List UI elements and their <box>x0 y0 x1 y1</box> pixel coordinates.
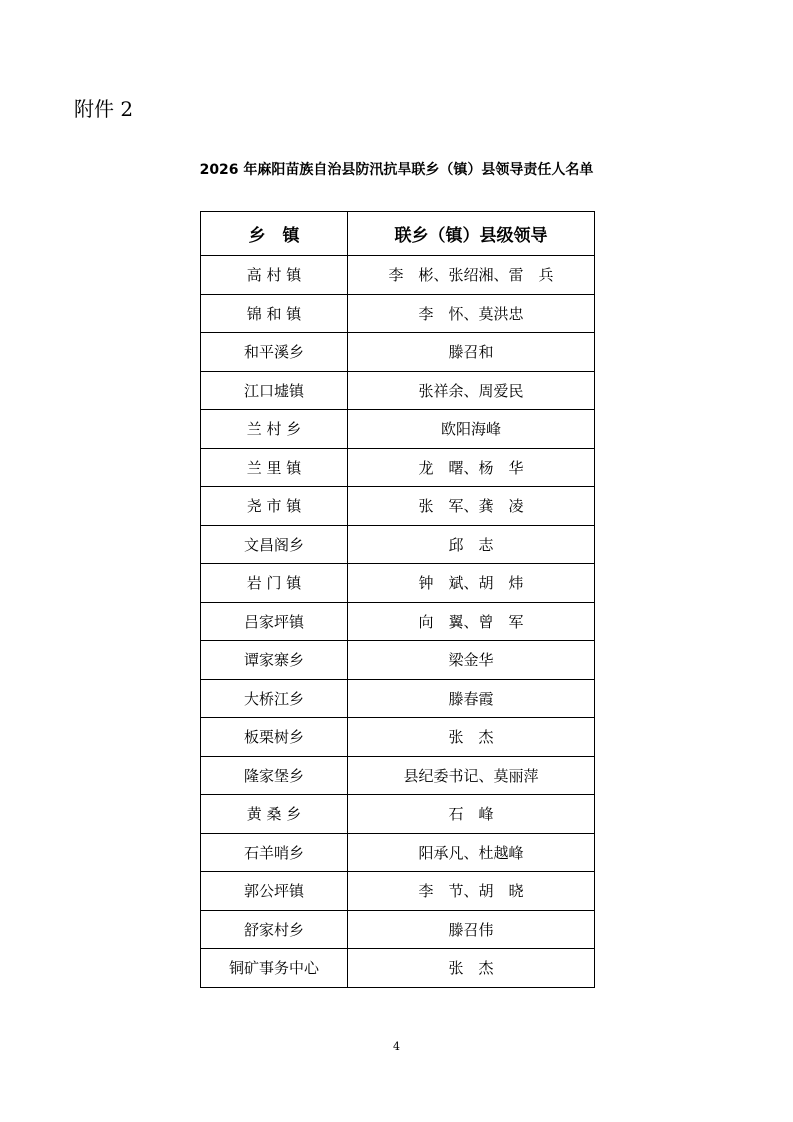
leaders-cell: 张 杰 <box>348 718 595 757</box>
leaders-cell: 欧阳海峰 <box>348 410 595 449</box>
leaders-cell: 滕召伟 <box>348 910 595 949</box>
table-row <box>201 448 595 487</box>
table-row <box>201 410 595 449</box>
table-row <box>201 756 595 795</box>
town-cell: 江口墟镇 <box>201 371 348 410</box>
table-row <box>201 795 595 834</box>
town-cell: 高 村 镇 <box>201 256 348 295</box>
town-cell: 尧 市 镇 <box>201 487 348 526</box>
table-row <box>201 718 595 757</box>
table-row <box>201 602 595 641</box>
leaders-cell: 邱 志 <box>348 525 595 564</box>
leaders-cell: 张 军、龚 凌 <box>348 487 595 526</box>
leaders-cell: 阳承凡、杜越峰 <box>348 833 595 872</box>
town-cell: 铜矿事务中心 <box>201 949 348 988</box>
table-header-row <box>201 212 595 256</box>
header-leaders: 联乡（镇）县级领导 <box>348 212 595 256</box>
table-row <box>201 256 595 295</box>
leaders-cell: 滕春霞 <box>348 679 595 718</box>
attachment-label: 附件 2 <box>74 97 134 121</box>
town-cell: 黄 桑 乡 <box>201 795 348 834</box>
town-cell: 锦 和 镇 <box>201 294 348 333</box>
table-row <box>201 679 595 718</box>
town-cell: 郭公坪镇 <box>201 872 348 911</box>
leaders-cell: 李 彬、张绍湘、雷 兵 <box>348 256 595 295</box>
town-cell: 板栗树乡 <box>201 718 348 757</box>
town-cell: 吕家坪镇 <box>201 602 348 641</box>
leaders-cell: 石 峰 <box>348 795 595 834</box>
town-cell: 文昌阁乡 <box>201 525 348 564</box>
leaders-cell: 李 节、胡 晓 <box>348 872 595 911</box>
document-title: 2026 年麻阳苗族自治县防汛抗旱联乡（镇）县领导责任人名单 <box>199 162 594 178</box>
table-row <box>201 371 595 410</box>
leaders-table <box>200 211 595 988</box>
leaders-cell: 滕召和 <box>348 333 595 372</box>
leaders-cell: 县纪委书记、莫丽萍 <box>348 756 595 795</box>
leaders-cell: 张 杰 <box>348 949 595 988</box>
table-row <box>201 949 595 988</box>
page-number: 4 <box>393 1040 400 1053</box>
town-cell: 岩 门 镇 <box>201 564 348 603</box>
town-cell: 石羊哨乡 <box>201 833 348 872</box>
leaders-cell: 张祥余、周爱民 <box>348 371 595 410</box>
town-cell: 隆家堡乡 <box>201 756 348 795</box>
leaders-cell: 龙 曙、杨 华 <box>348 448 595 487</box>
table-row <box>201 564 595 603</box>
table-row <box>201 872 595 911</box>
header-town: 乡 镇 <box>201 212 348 256</box>
town-cell: 谭家寨乡 <box>201 641 348 680</box>
leaders-cell: 钟 斌、胡 炜 <box>348 564 595 603</box>
table-row <box>201 910 595 949</box>
table-row <box>201 487 595 526</box>
table-row <box>201 525 595 564</box>
table-row <box>201 833 595 872</box>
town-cell: 大桥江乡 <box>201 679 348 718</box>
leaders-cell: 李 怀、莫洪忠 <box>348 294 595 333</box>
town-cell: 兰 村 乡 <box>201 410 348 449</box>
town-cell: 和平溪乡 <box>201 333 348 372</box>
town-cell: 兰 里 镇 <box>201 448 348 487</box>
table-row <box>201 333 595 372</box>
leaders-cell: 向 翼、曾 军 <box>348 602 595 641</box>
town-cell: 舒家村乡 <box>201 910 348 949</box>
table-row <box>201 641 595 680</box>
leaders-cell: 梁金华 <box>348 641 595 680</box>
table-row <box>201 294 595 333</box>
